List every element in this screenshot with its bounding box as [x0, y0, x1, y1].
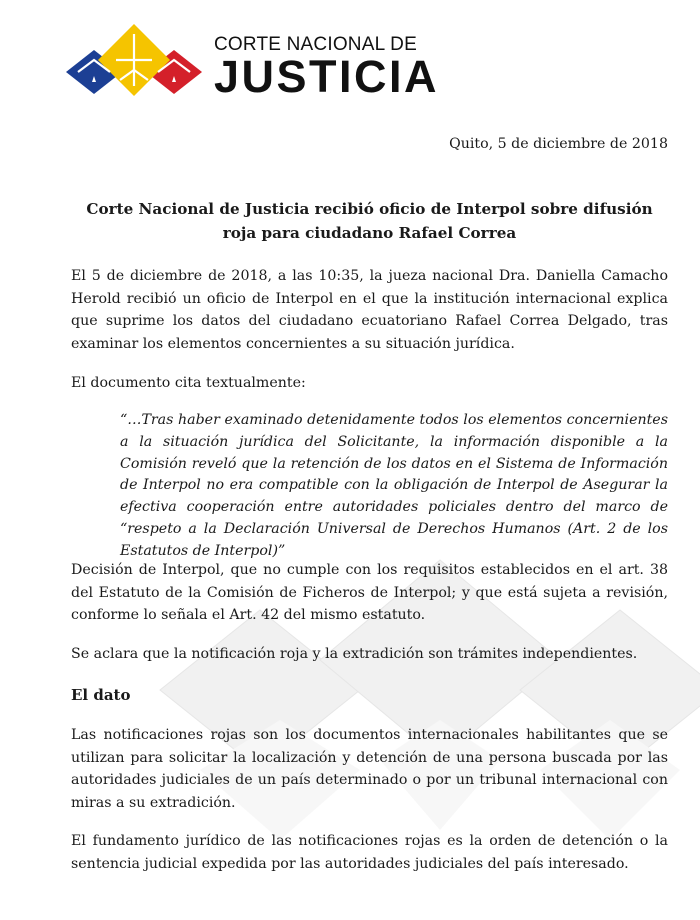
paragraph-5: Las notificaciones rojas son los documentos internacionales habilitantes que se utilizan para solicitar la localización y detención de una persona buscada por las autoridades judiciales de un país determinado o por un tribunal internacional con miras a su extradición. — [71, 727, 668, 811]
paragraph-4: Se aclara que la notificación roja y la extradición son trámites independientes. — [71, 646, 638, 662]
quote-block: “…Tras haber examinado detenidamente todos los elementos concernientes a la situación jurídica del Solicitante, la información disponible a la Comisión reveló que la retención de los datos en el Sistema de Información de Interpol no era compatible con la obligación de Interpol de Asegurar la efectiva cooperación entre autoridades policiales dentro del marco de “respeto a la Declaración Universal de Derechos Humanos (Art. 2 de los Estatutos de Interpol)” — [120, 412, 668, 559]
logo-line1: CORTE NACIONAL DE — [214, 34, 417, 55]
court-emblem-icon — [64, 20, 204, 102]
court-logo — [64, 20, 440, 102]
court-name — [214, 34, 439, 100]
logo-line2: JUSTICIA — [214, 51, 440, 102]
document-date: Quito, 5 de diciembre de 2018 — [449, 136, 668, 152]
paragraph-1: El 5 de diciembre de 2018, a las 10:35, la jueza nacional Dra. Daniella Camacho Herold recibió un oficio de Interpol en el que la institución internacional explica que suprime los datos del ciudadano ecuatoriano Rafael Correa Delgado, tras examinar los elementos concernientes a su situación jurídica. — [71, 268, 668, 352]
paragraph-6: El fundamento jurídico de las notificaciones rojas es la orden de detención o la sentencia judicial expedida por las autoridades judiciales del país interesado. — [71, 833, 668, 872]
section-heading: El dato — [71, 686, 131, 704]
document-title: Corte Nacional de Justicia recibió oficio de Interpol sobre difusión roja para ciudadano Rafael Correa — [86, 200, 653, 242]
paragraph-2: El documento cita textualmente: — [71, 375, 306, 391]
paragraph-3: Decisión de Interpol, que no cumple con los requisitos establecidos en el art. 38 del Estatuto de la Comisión de Ficheros de Interpol; y que está sujeta a revisión, conforme lo señala el Art. 42 del mismo estatuto. — [71, 562, 668, 623]
